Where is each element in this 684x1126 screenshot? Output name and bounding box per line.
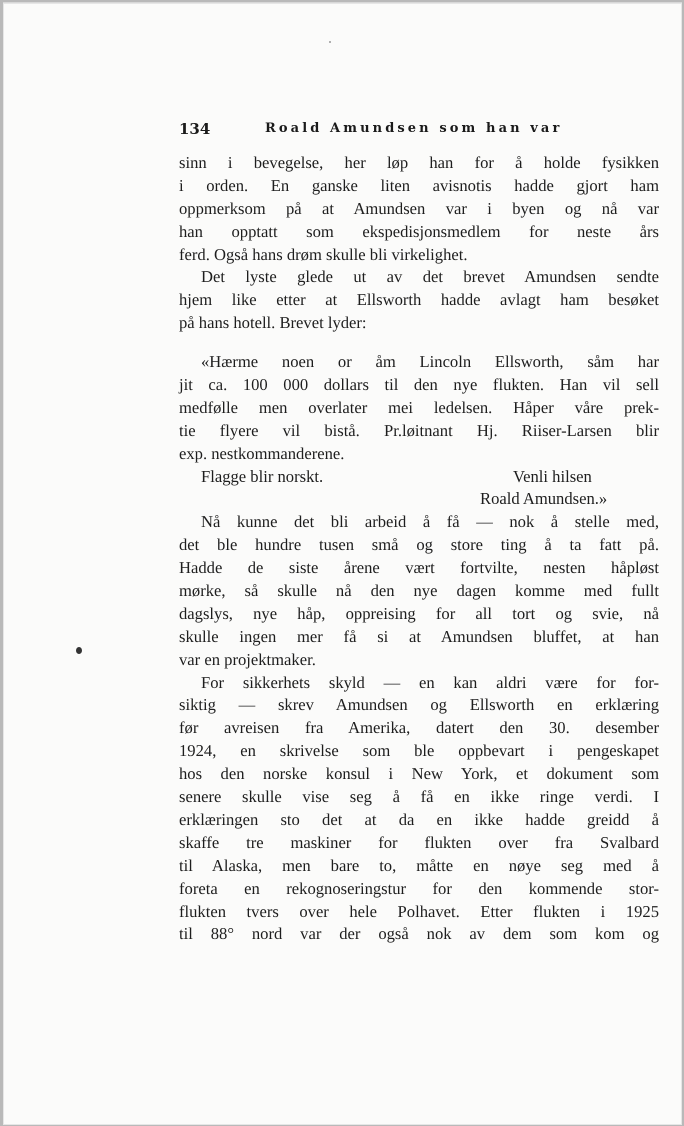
text-line: mørke, så skulle nå den nye dagen komme med fullt	[179, 581, 659, 601]
text-line: 1924, en skrivelse som ble oppbevart i pengeskapet	[179, 741, 659, 761]
text-line: før avreisen fra Amerika, datert den 30. desember	[179, 718, 659, 738]
letter-greeting: Venli hilsen	[513, 466, 592, 486]
letter-line: Flagge blir norskt.	[201, 466, 324, 486]
text-line: det ble hundre tusen små og store ting å ta fatt på.	[179, 535, 659, 555]
text-line: sinn i bevegelse, her løp han for å holde fysikken	[179, 153, 659, 172]
letter-closing	[179, 466, 659, 489]
text-line: Nå kunne det bli arbeid å få — nok å stelle med,	[201, 512, 659, 532]
letter-line: exp. nestkommanderene.	[179, 443, 345, 463]
scan-speck	[329, 41, 331, 43]
text-line: flukten tvers over hele Polhavet. Etter flukten i 1925	[179, 901, 659, 921]
text-line: Det lyste glede ut av det brevet Amundsen sendte	[201, 267, 659, 287]
text-line: ferd. Også hans drøm skulle bli virkelighet.	[179, 244, 468, 264]
letter-line: «Hærme noen or åm Lincoln Ellsworth, såm har	[201, 352, 659, 372]
book-page	[3, 2, 682, 1125]
page-header	[179, 120, 659, 140]
running-title: Roald Amundsen som han var	[265, 121, 563, 136]
text-line: For sikkerhets skyld — en kan aldri være for for-	[201, 672, 659, 692]
letter-signature-row	[179, 488, 659, 511]
margin-mark	[76, 647, 82, 654]
spacer	[179, 335, 659, 351]
text-line: var en projektmaker.	[179, 649, 316, 669]
text-line: han opptatt som ekspedisjonsmedlem for neste års	[179, 221, 659, 241]
text-line: senere skulle vise seg å få en ikke ringe verdi. I	[179, 787, 659, 807]
text-line: til Alaska, men bare to, måtte en nøye seg med å	[179, 855, 659, 875]
letter-signature: Roald Amundsen.»	[480, 489, 608, 509]
text-line: Hadde de siste årene vært fortvilte, nesten håpløst	[179, 558, 659, 578]
letter-line: jit ca. 100 000 dollars til den nye flukten. Han vil sell	[179, 375, 659, 395]
text-line: i orden. En ganske liten avisnotis hadde gjort ham	[179, 175, 659, 195]
text-line: på hans hotell. Brevet lyder:	[179, 313, 367, 333]
text-line: dagslys, nye håp, oppreising for all tort og svie, nå	[179, 603, 659, 623]
text-line: skaffe tre maskiner for flukten over fra Svalbard	[179, 832, 659, 852]
letter-line: tie flyere vil bistå. Pr.løitnant Hj. Riiser-Larsen blir	[179, 420, 659, 440]
text-line: skulle ingen mer få si at Amundsen bluffet, at han	[179, 626, 659, 646]
letter-line: medfølle men overlater mei ledelsen. Håper våre prek-	[179, 397, 659, 417]
text-line: til 88° nord var der også nok av dem som kom og	[179, 924, 659, 944]
text-line: oppmerksom på at Amundsen var i byen og nå var	[179, 198, 659, 218]
text-line: erklæringen sto det at da en ikke hadde greidd å	[179, 809, 659, 829]
text-line: foreta en rekognoseringstur for den kommende stor-	[179, 878, 659, 898]
text-line: siktig — skrev Amundsen og Ellsworth en erklæring	[179, 695, 659, 715]
body-text	[179, 152, 659, 946]
page-number: 134	[179, 120, 211, 138]
text-line: hos den norske konsul i New York, et dokument som	[179, 764, 659, 784]
text-line: hjem like etter at Ellsworth hadde avlagt ham besøket	[179, 290, 659, 310]
